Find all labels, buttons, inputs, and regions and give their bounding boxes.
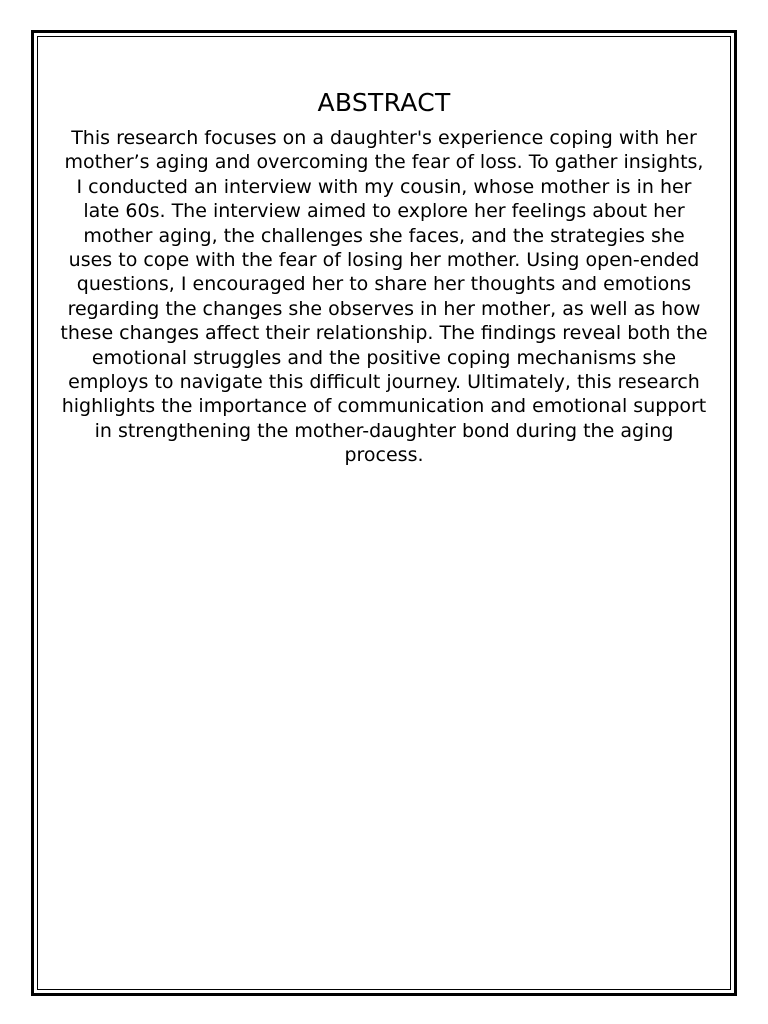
abstract-title: ABSTRACT — [317, 88, 451, 117]
abstract-section — [60, 86, 708, 468]
abstract-body: This research focuses on a daughter's experience coping with her mother’s aging and overcoming the fear of loss. To gather insights, I conducted an interview with my cousin, whose mother is in her late 60s. The interview aimed to explore her feelings about her mother aging, the challenges she faces, and the strategies she uses to cope with the fear of losing her mother. Using open-ended questions, I encouraged her to share her thoughts and emotions regarding the changes she observes in her mother, as well as how these changes affect their relationship. The findings reveal both the emotional struggles and the positive coping mechanisms she employs to navigate this difficult journey. Ultimately, this research highlights the importance of communication and emotional support in strengthening the mother-daughter bond during the aging process. — [60, 127, 708, 467]
